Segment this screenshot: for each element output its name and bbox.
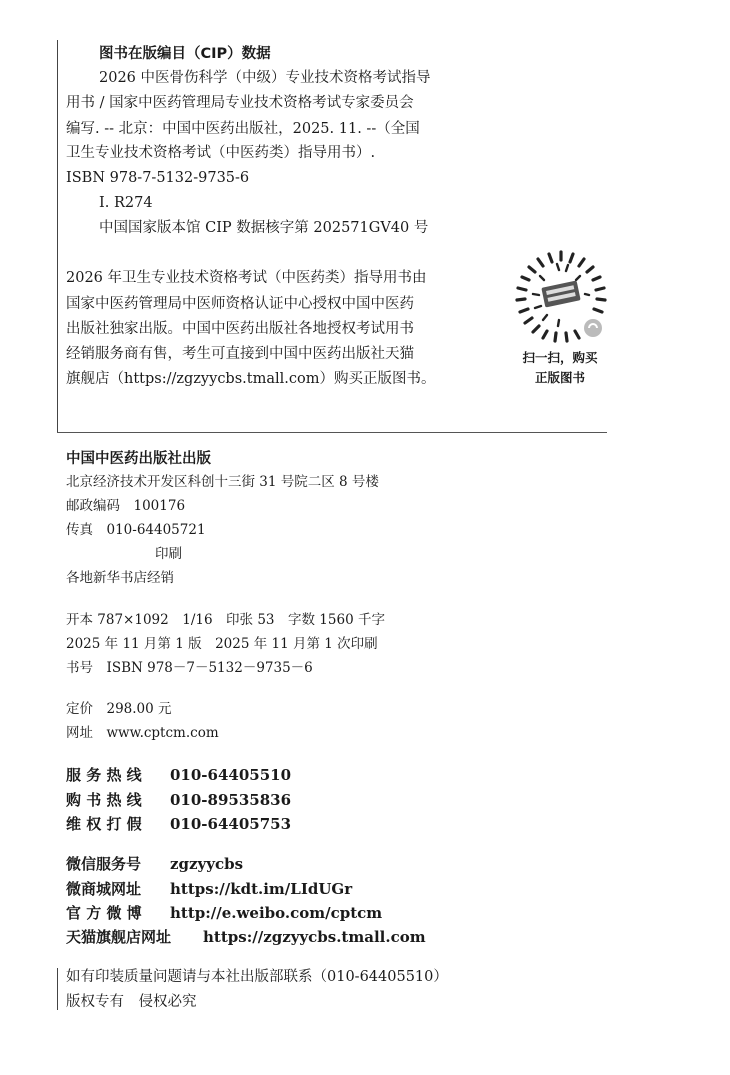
cip-classification: Ⅰ. R274 [99,195,153,211]
social-link[interactable]: https://zgzyycbs.tmall.com [203,928,426,946]
cip-isbn: ISBN 978-7-5132-9735-6 [66,170,250,186]
social-label: 天猫旗舰店网址 [66,928,172,946]
printer: 印刷 [155,546,182,562]
copyright: 版权专有 侵权必究 [66,994,197,1010]
notice-line: 旗舰店（https://zgzyycbs.tmall.com）购买正版图书。 [66,371,436,387]
publisher-fax: 传真 010-64405721 [66,522,206,538]
publisher-address: 北京经济技术开发区科创十三街 31 号院二区 8 号楼 [66,474,379,490]
cip-line: 2026 中医骨伤科学（中级）专业技术资格考试指导 [99,70,431,86]
cip-line: 编写. -- 北京：中国中医药出版社，2025. 11. --（全国 [66,121,420,137]
website[interactable]: 网址 www.cptcm.com [66,725,219,741]
hotline-label: 服 务 热 线 [66,766,142,784]
notice-line: 2026 年卫生专业技术资格考试（中医药类）指导用书由 [66,270,427,286]
social-label: 官 方 微 博 [66,904,142,922]
edition-info: 2025 年 11 月第 1 版 2025 年 11 月第 1 次印刷 [66,636,378,652]
social-link[interactable]: https://kdt.im/LIdUGr [170,880,353,898]
social-link[interactable]: http://e.weibo.com/cptcm [170,904,383,922]
qr-caption: 扫一扫，购买 [522,350,598,365]
qr-caption: 正版图书 [534,370,585,385]
cip-heading: 图书在版编目（CIP）数据 [99,46,271,62]
hotline-number: 010-64405510 [170,766,292,784]
left-rule-top [57,40,58,432]
cip-record-number: 中国国家版本馆 CIP 数据核字第 202571GV40 号 [99,220,429,236]
notice-line: 国家中医药管理局中医师资格认证中心授权中国中医药 [66,296,414,312]
hotline-number: 010-89535836 [170,791,292,809]
book-number: 书号 ISBN 978－7－5132－9735－6 [66,660,313,676]
hotline-number: 010-64405753 [170,815,292,833]
notice-line: 经销服务商有售，考生可直接到中国中医药出版社天猫 [66,346,414,362]
section-divider [57,432,607,433]
publisher-postcode: 邮政编码 100176 [66,498,186,514]
notice-line: 出版社独家出版。中国中医药出版社各地授权考试用书 [66,321,414,337]
cip-line: 卫生专业技术资格考试（中医药类）指导用书）. [66,145,376,161]
distributor: 各地新华书店经销 [66,570,174,586]
cip-line: 用书 / 国家中医药管理局专业技术资格考试专家委员会 [66,95,414,111]
publisher-name: 中国中医药出版社出版 [66,451,211,467]
social-label: 微信服务号 [66,855,142,873]
qr-code-icon[interactable] [513,248,609,344]
price: 定价 298.00 元 [66,701,172,717]
social-label: 微商城网址 [66,880,142,898]
hotline-label: 购 书 热 线 [66,791,142,809]
quality-notice: 如有印装质量问题请与本社出版部联系（010-64405510） [66,969,448,985]
book-format: 开本 787×1092 1/16 印张 53 字数 1560 千字 [66,612,385,628]
hotline-label: 维 权 打 假 [66,815,142,833]
social-value: zgzyycbs [170,855,244,873]
left-rule-bottom [57,968,58,1010]
